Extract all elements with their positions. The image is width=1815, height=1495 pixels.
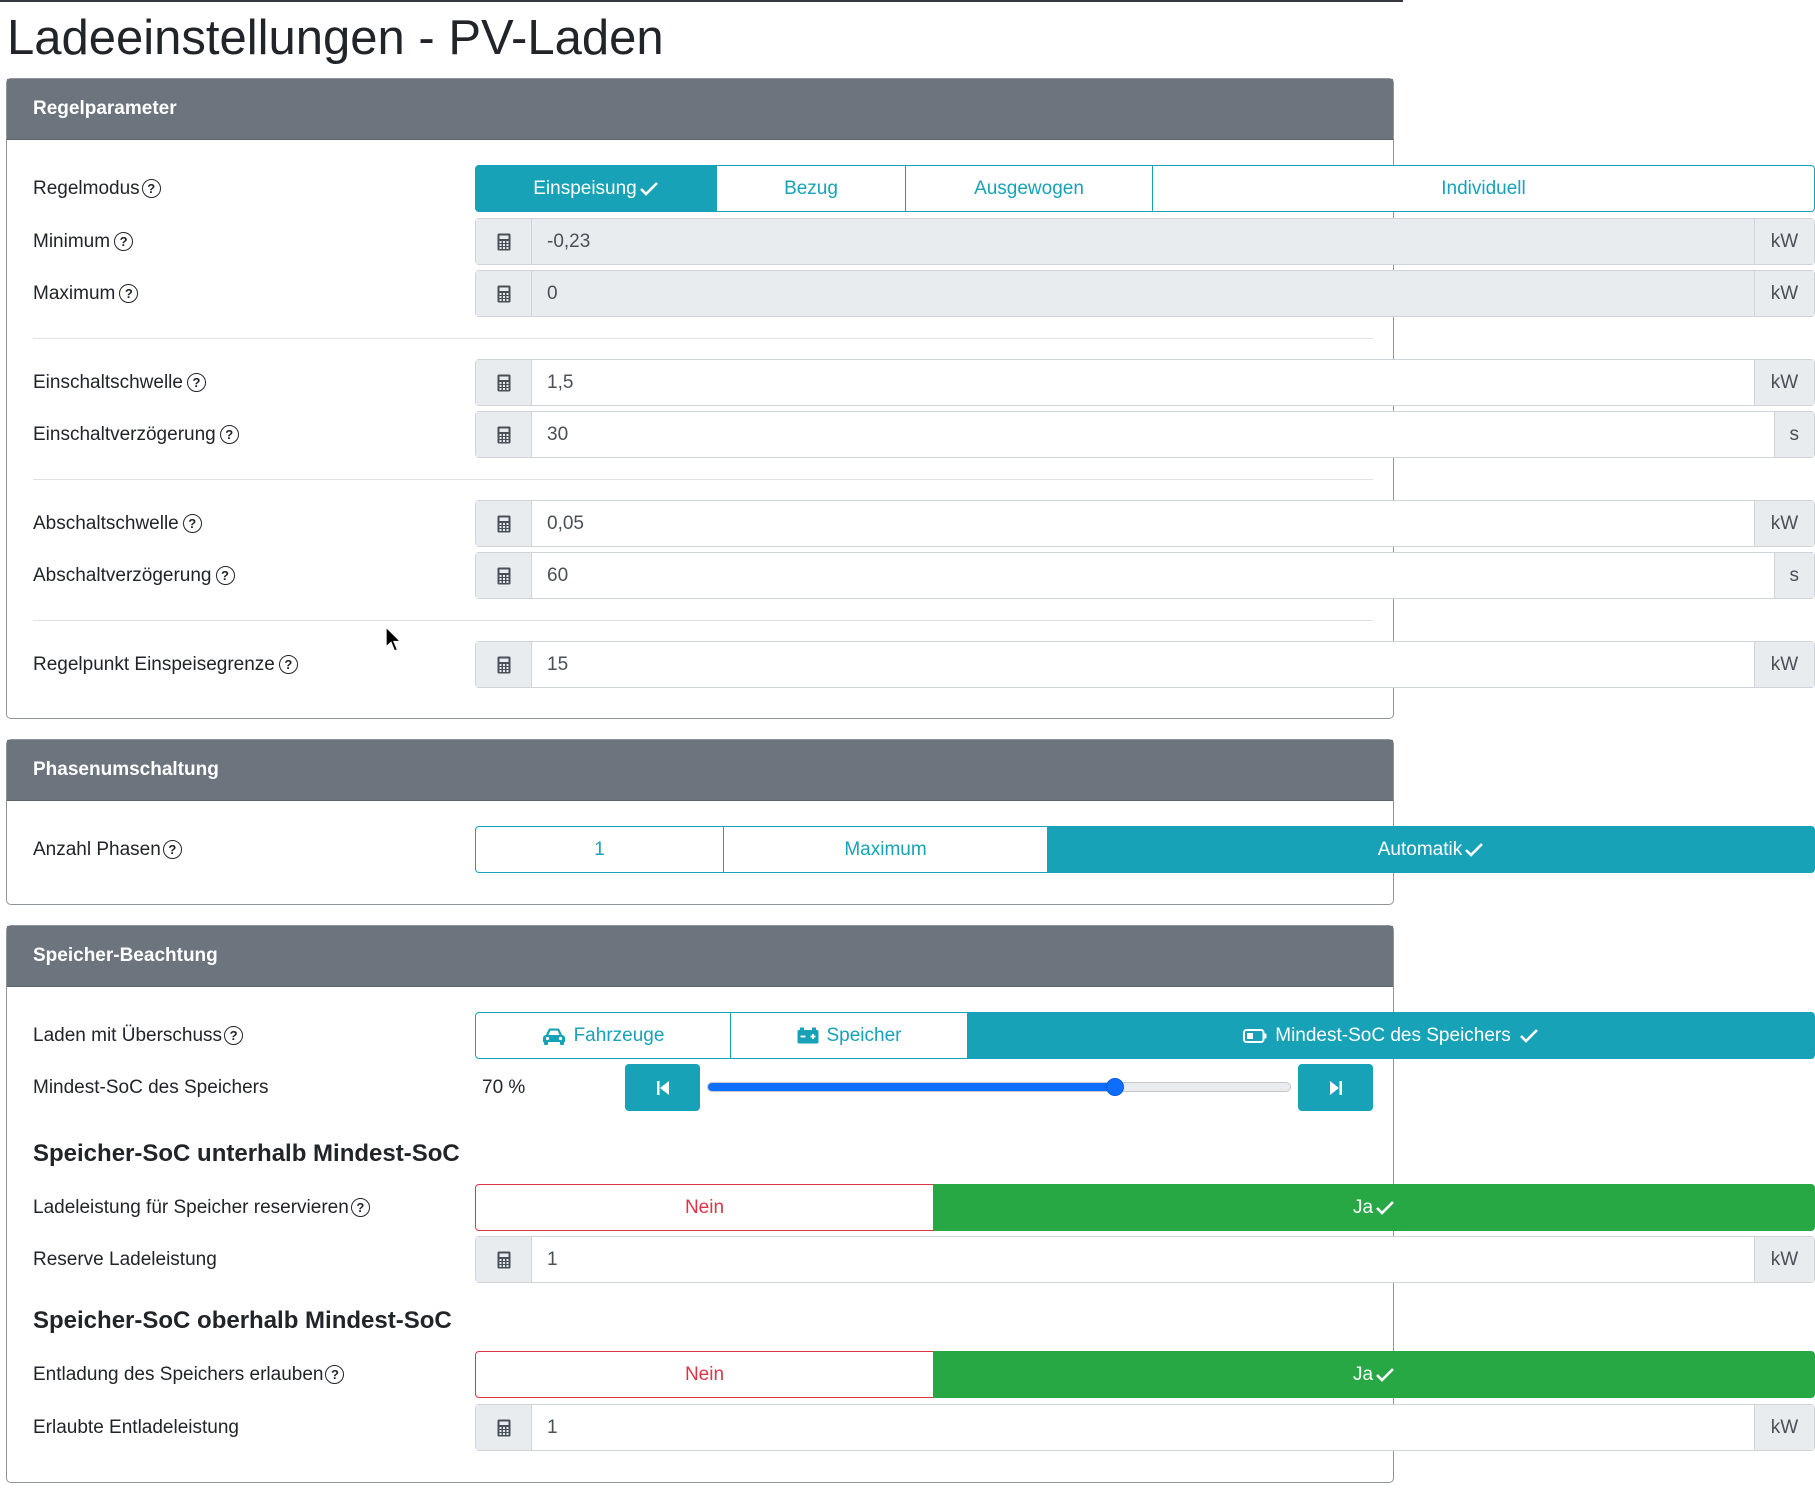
reserve-unit: kW bbox=[1754, 1237, 1814, 1282]
step-backward-icon bbox=[656, 1080, 670, 1096]
entladung-option-nein[interactable]: Nein bbox=[475, 1351, 934, 1398]
help-icon[interactable]: ? bbox=[187, 373, 206, 392]
entladung-option-ja[interactable]: Ja bbox=[933, 1351, 1815, 1398]
calculator-icon bbox=[476, 1405, 532, 1450]
regelpunkt-input-group bbox=[475, 641, 1815, 688]
erlaubt-input-group bbox=[475, 1404, 1815, 1451]
checkmark-icon bbox=[1375, 1200, 1395, 1216]
calculator-icon bbox=[476, 1237, 532, 1282]
help-icon[interactable]: ? bbox=[351, 1198, 370, 1217]
mindest-soc-value: 70 % bbox=[482, 1076, 526, 1098]
ueberschuss-row bbox=[33, 1012, 1511, 1059]
abschaltverzoegerung-label: Abschaltverzögerung ? bbox=[33, 552, 235, 599]
regelmodus-option-bezug[interactable]: Bezug bbox=[716, 165, 906, 212]
einschaltschwelle-input[interactable]: 1,5 bbox=[532, 360, 1754, 405]
checkmark-icon bbox=[1464, 842, 1484, 858]
help-icon[interactable]: ? bbox=[163, 840, 182, 859]
einschaltschwelle-row bbox=[33, 359, 1799, 406]
einschaltschwelle-unit: kW bbox=[1754, 360, 1814, 405]
abschaltschwelle-unit: kW bbox=[1754, 501, 1814, 546]
erlaubt-input[interactable]: 1 bbox=[532, 1405, 1754, 1450]
abschaltverzoegerung-input-group bbox=[475, 552, 1815, 599]
reservieren-row bbox=[33, 1184, 1373, 1231]
ueberschuss-option-speicher[interactable]: Speicher bbox=[730, 1012, 968, 1059]
regelmodus-row bbox=[33, 165, 1526, 212]
minimum-row bbox=[33, 218, 1799, 265]
ueberschuss-button-group bbox=[475, 1012, 1815, 1059]
car-icon bbox=[542, 1027, 566, 1045]
entladung-label: Entladung des Speichers erlauben ? bbox=[33, 1351, 344, 1398]
help-icon[interactable]: ? bbox=[142, 179, 161, 198]
entladung-button-group bbox=[475, 1351, 1815, 1398]
step-forward-icon bbox=[1329, 1080, 1343, 1096]
regelpunkt-unit: kW bbox=[1754, 642, 1814, 687]
phasenumschaltung-card bbox=[6, 739, 1463, 905]
erlaubt-unit: kW bbox=[1754, 1405, 1814, 1450]
regelpunkt-label: Regelpunkt Einspeisegrenze ? bbox=[33, 641, 298, 688]
help-icon[interactable]: ? bbox=[279, 655, 298, 674]
help-icon[interactable]: ? bbox=[325, 1365, 344, 1384]
slider-fill bbox=[708, 1083, 1115, 1091]
calculator-icon bbox=[476, 360, 532, 405]
calculator-icon bbox=[476, 553, 532, 598]
minimum-label: Minimum ? bbox=[33, 218, 133, 265]
checkmark-icon bbox=[1375, 1367, 1395, 1383]
phasenumschaltung-header[interactable]: Phasenumschaltung bbox=[7, 740, 1393, 801]
increase-button[interactable] bbox=[1298, 1064, 1373, 1111]
page-title: Ladeeinstellungen - PV-Laden bbox=[7, 11, 664, 65]
divider bbox=[33, 620, 1373, 621]
anzahl-phasen-row bbox=[33, 826, 1463, 873]
abschaltschwelle-input[interactable]: 0,05 bbox=[532, 501, 1754, 546]
speicher-header[interactable]: Speicher-Beachtung bbox=[7, 926, 1393, 987]
erlaubt-label: Erlaubte Entladeleistung bbox=[33, 1416, 239, 1438]
einschaltverzoegerung-input-group bbox=[475, 411, 1815, 458]
checkmark-icon bbox=[639, 181, 659, 197]
anzahl-phasen-button-group bbox=[475, 826, 1815, 873]
oberhalb-heading: Speicher-SoC oberhalb Mindest-SoC bbox=[33, 1307, 452, 1334]
einschaltschwelle-label: Einschaltschwelle ? bbox=[33, 359, 206, 406]
ueberschuss-option-fahrzeuge[interactable]: Fahrzeuge bbox=[475, 1012, 731, 1059]
entladung-row bbox=[33, 1351, 1373, 1398]
divider bbox=[33, 338, 1373, 339]
einschaltverzoegerung-label: Einschaltverzögerung ? bbox=[33, 411, 239, 458]
einschaltverzoegerung-input[interactable]: 30 bbox=[532, 412, 1774, 457]
mindest-soc-slider[interactable] bbox=[707, 1082, 1291, 1092]
help-icon[interactable]: ? bbox=[183, 514, 202, 533]
regelmodus-label: Regelmodus ? bbox=[33, 165, 161, 212]
decrease-button[interactable] bbox=[625, 1064, 700, 1111]
minimum-input-group bbox=[475, 218, 1815, 265]
maximum-input-group bbox=[475, 270, 1815, 317]
abschaltschwelle-input-group bbox=[475, 500, 1815, 547]
erlaubt-row bbox=[33, 1404, 1799, 1451]
maximum-label: Maximum ? bbox=[33, 270, 138, 317]
regelmodus-option-ausgewogen[interactable]: Ausgewogen bbox=[905, 165, 1153, 212]
maximum-input[interactable]: 0 bbox=[532, 271, 1754, 316]
speicher-card bbox=[6, 925, 1799, 1483]
minimum-input[interactable]: -0,23 bbox=[532, 219, 1754, 264]
help-icon[interactable]: ? bbox=[216, 566, 235, 585]
reserve-label: Reserve Ladeleistung bbox=[33, 1248, 217, 1270]
einschaltverzoegerung-row bbox=[33, 411, 1799, 458]
abschaltschwelle-label: Abschaltschwelle ? bbox=[33, 500, 202, 547]
reservieren-option-ja[interactable]: Ja bbox=[933, 1184, 1815, 1231]
calculator-icon bbox=[476, 219, 532, 264]
calculator-icon bbox=[476, 271, 532, 316]
phasen-option-maximum[interactable]: Maximum bbox=[723, 826, 1048, 873]
mindest-soc-label: Mindest-SoC des Speichers bbox=[33, 1076, 269, 1098]
maximum-row bbox=[33, 270, 1799, 317]
regelmodus-button-group bbox=[475, 165, 1815, 212]
reservieren-label: Ladeleistung für Speicher reservieren ? bbox=[33, 1184, 370, 1231]
help-icon[interactable]: ? bbox=[119, 284, 138, 303]
reservieren-button-group bbox=[475, 1184, 1815, 1231]
maximum-unit: kW bbox=[1754, 271, 1814, 316]
calculator-icon bbox=[476, 501, 532, 546]
regelpunkt-input[interactable]: 15 bbox=[532, 642, 1754, 687]
checkmark-icon bbox=[1519, 1028, 1539, 1044]
slider-thumb[interactable] bbox=[1106, 1078, 1124, 1096]
minimum-unit: kW bbox=[1754, 219, 1814, 264]
regelmodus-option-individuell[interactable]: Individuell bbox=[1152, 165, 1815, 212]
help-icon[interactable]: ? bbox=[114, 232, 133, 251]
reservieren-option-nein[interactable]: Nein bbox=[475, 1184, 934, 1231]
abschaltschwelle-row bbox=[33, 500, 1799, 547]
reserve-input-group bbox=[475, 1236, 1815, 1283]
phasen-option-1[interactable]: 1 bbox=[475, 826, 724, 873]
mindest-soc-control bbox=[475, 1064, 1373, 1111]
regelparameter-header[interactable]: Regelparameter bbox=[7, 79, 1393, 140]
ueberschuss-option-mindest-soc[interactable]: Mindest-SoC des Speichers bbox=[967, 1012, 1815, 1059]
mouse-cursor-icon bbox=[385, 626, 403, 659]
car-battery-icon bbox=[797, 1027, 819, 1044]
reserve-input[interactable]: 1 bbox=[532, 1237, 1754, 1282]
calculator-icon bbox=[476, 412, 532, 457]
ueberschuss-label: Laden mit Überschuss ? bbox=[33, 1012, 243, 1059]
calculator-icon bbox=[476, 642, 532, 687]
unterhalb-heading: Speicher-SoC unterhalb Mindest-SoC bbox=[33, 1140, 460, 1167]
abschaltverzoegerung-row bbox=[33, 552, 1799, 599]
anzahl-phasen-label: Anzahl Phasen ? bbox=[33, 826, 182, 873]
help-icon[interactable]: ? bbox=[220, 425, 239, 444]
battery-icon bbox=[1243, 1029, 1267, 1043]
help-icon[interactable]: ? bbox=[224, 1026, 243, 1045]
abschaltverzoegerung-input[interactable]: 60 bbox=[532, 553, 1774, 598]
einschaltverzoegerung-unit: s bbox=[1774, 412, 1815, 457]
abschaltverzoegerung-unit: s bbox=[1774, 553, 1815, 598]
regelmodus-option-einspeisung[interactable]: Einspeisung bbox=[475, 165, 717, 212]
divider bbox=[33, 479, 1373, 480]
reserve-row bbox=[33, 1236, 1799, 1283]
phasen-option-automatik[interactable]: Automatik bbox=[1047, 826, 1815, 873]
mindest-soc-row bbox=[33, 1064, 1373, 1111]
regelparameter-card bbox=[6, 78, 1799, 719]
einschaltschwelle-input-group bbox=[475, 359, 1815, 406]
regelpunkt-row bbox=[33, 641, 1799, 688]
